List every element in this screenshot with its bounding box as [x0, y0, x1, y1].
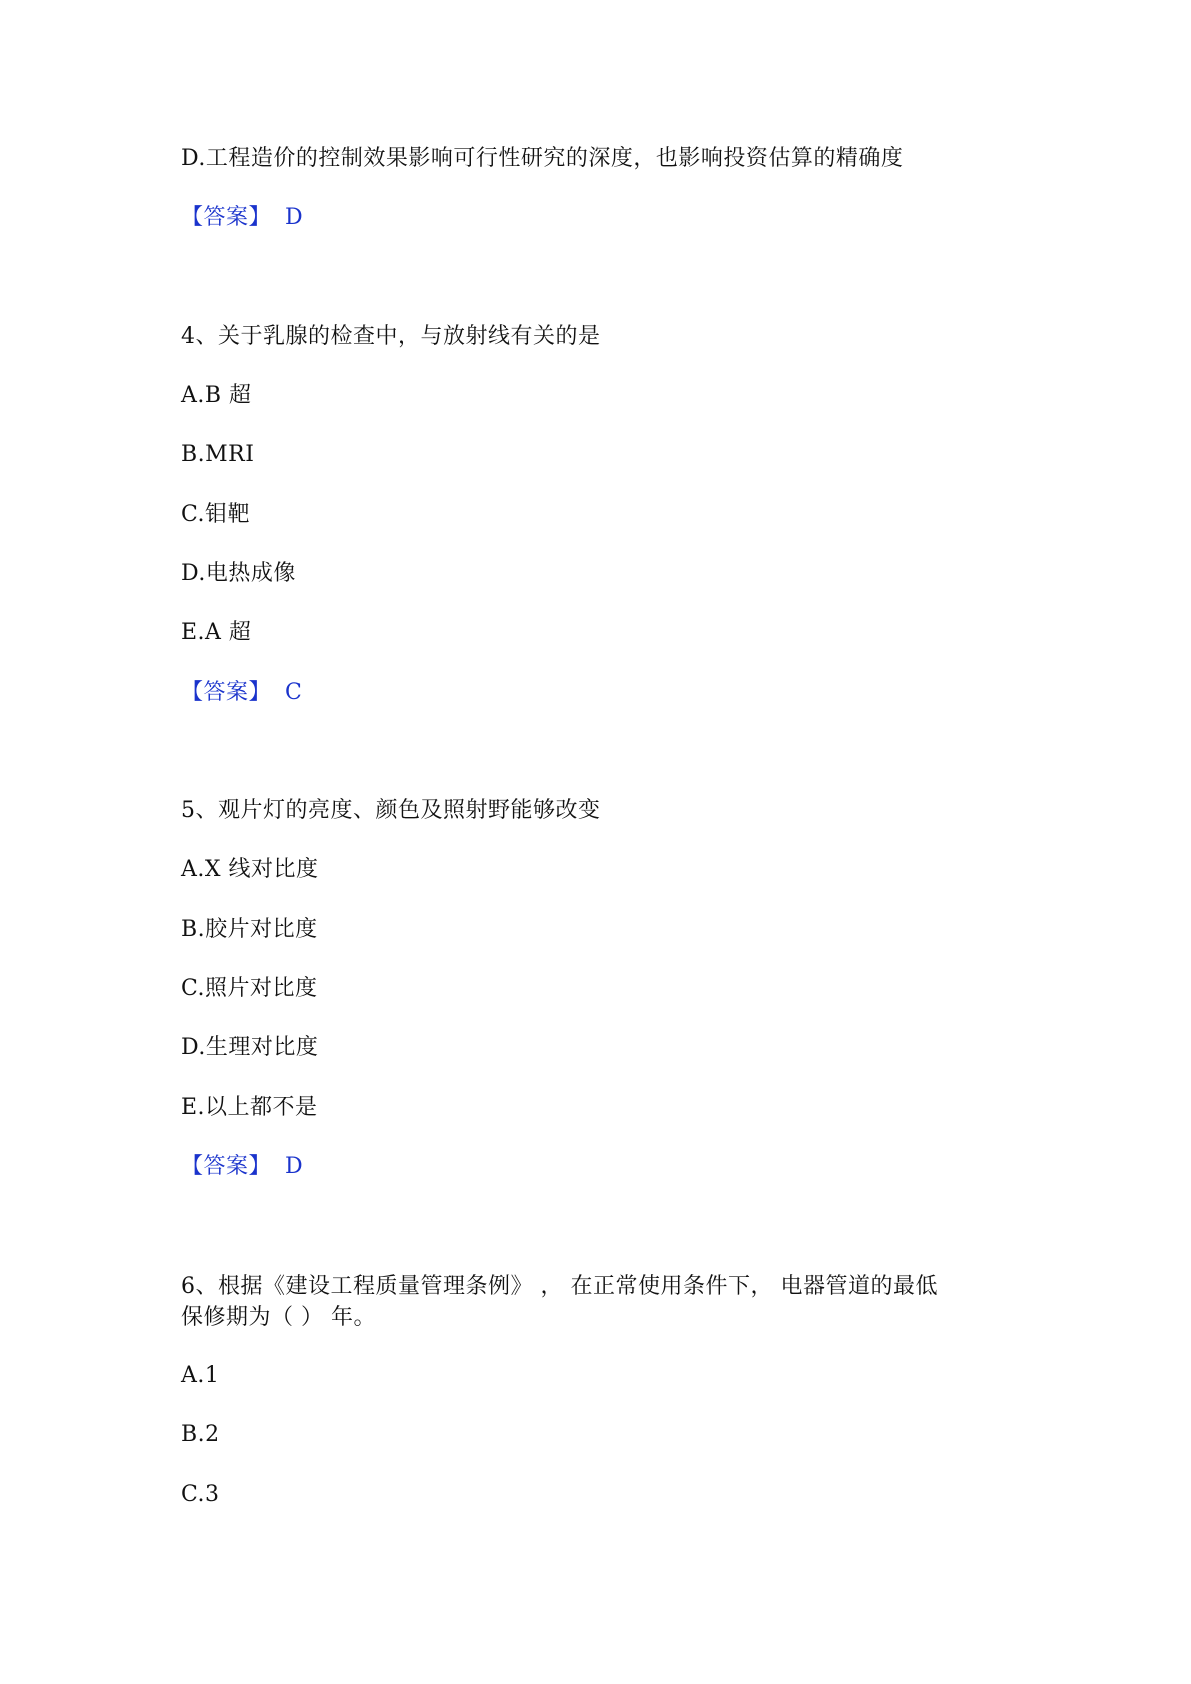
answer-tag: 【答案】	[181, 1154, 272, 1179]
question-6-stem-line2: 保修期为（ ） 年。	[181, 1305, 376, 1330]
option-d: D.工程造价的控制效果影响可行性研究的深度，也影响投资估算的精确度	[181, 146, 904, 171]
question-5-option-e: E.以上都不是	[181, 1095, 318, 1120]
question-4-answer	[181, 678, 302, 708]
question-5-option-a: A.X 线对比度	[181, 857, 319, 882]
answer-value: C	[285, 680, 303, 705]
question-4-option-d: D.电热成像	[181, 561, 296, 586]
question-4-option-a: A.B 超	[181, 383, 252, 408]
question-6-option-a: A.1	[181, 1363, 220, 1388]
question-4-option-e: E.A 超	[181, 620, 252, 645]
question-5-stem: 5、观片灯的亮度、颜色及照射野能够改变	[181, 798, 601, 823]
question-5-option-b: B.胶片对比度	[181, 917, 318, 942]
answer-line	[181, 203, 303, 233]
answer-value: D	[285, 1154, 304, 1179]
question-5-option-c: C.照片对比度	[181, 976, 318, 1001]
question-6-stem-line1: 6、根据《建设工程质量管理条例》 ， 在正常使用条件下， 电器管道的最低	[181, 1274, 938, 1299]
question-6-option-c: C.3	[181, 1482, 220, 1507]
question-5-answer	[181, 1152, 303, 1182]
answer-tag: 【答案】	[181, 205, 272, 230]
question-4-option-c: C.钼靶	[181, 502, 251, 527]
question-6-option-b: B.2	[181, 1422, 220, 1447]
question-4-stem: 4、关于乳腺的检查中，与放射线有关的是	[181, 324, 601, 349]
answer-value: D	[285, 205, 304, 230]
question-5-option-d: D.生理对比度	[181, 1035, 319, 1060]
question-4-option-b: B.MRI	[181, 442, 255, 467]
answer-tag: 【答案】	[181, 680, 272, 705]
